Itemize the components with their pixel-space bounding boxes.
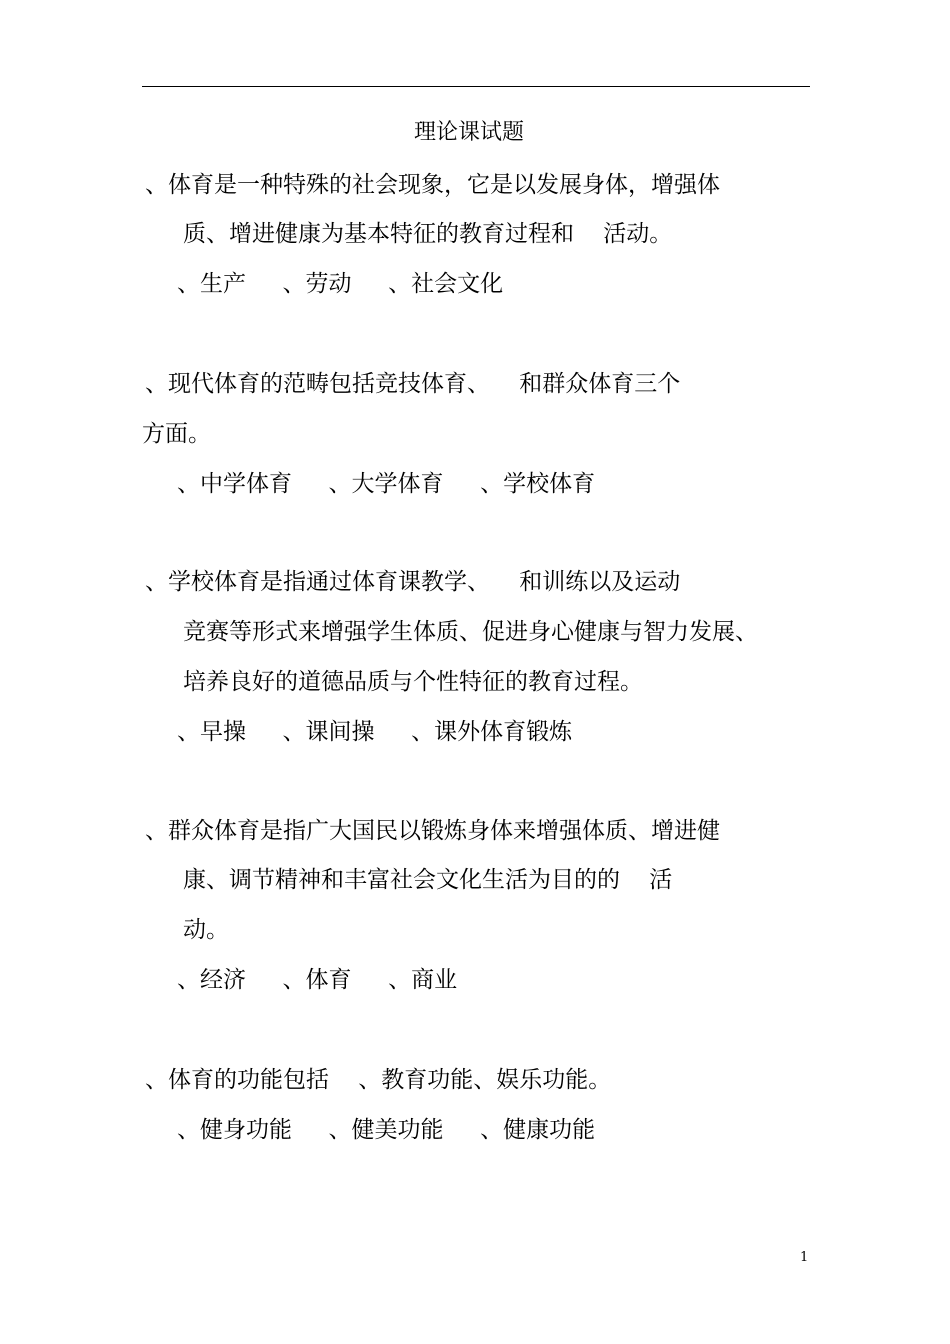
question-4-line-2: 康、调节精神和丰富社会文化生活为目的的 活 bbox=[183, 867, 673, 893]
header-rule bbox=[142, 86, 810, 87]
question-2-line-2: 方面。 bbox=[142, 421, 211, 447]
question-1-options: 、生产 、劳动 、社会文化 bbox=[177, 271, 504, 297]
page-number: 1 bbox=[800, 1250, 809, 1265]
question-2-line-1: 、现代体育的范畴包括竞技体育、 和群众体育三个 bbox=[145, 371, 681, 397]
question-2-options: 、中学体育 、大学体育 、学校体育 bbox=[177, 471, 596, 497]
question-3-line-1: 、学校体育是指通过体育课教学、 和训练以及运动 bbox=[145, 569, 681, 595]
question-1-line-2: 质、增进健康为基本特征的教育过程和 活动。 bbox=[183, 221, 673, 247]
question-3-line-3: 培养良好的道德品质与个性特征的教育过程。 bbox=[183, 669, 643, 695]
question-5-line-1: 、体育的功能包括 、教育功能、娱乐功能。 bbox=[145, 1067, 612, 1093]
question-4-line-1: 、群众体育是指广大国民以锻炼身体来增强体质、增进健 bbox=[145, 818, 720, 844]
question-4-options: 、经济 、体育 、商业 bbox=[177, 967, 458, 993]
question-5-options: 、健身功能 、健美功能 、健康功能 bbox=[177, 1117, 596, 1143]
question-3-options: 、早操 、课间操 、课外体育锻炼 bbox=[177, 719, 573, 745]
question-3-line-2: 竞赛等形式来增强学生体质、促进身心健康与智力发展、 bbox=[183, 619, 758, 645]
document-title: 理论课试题 bbox=[414, 120, 525, 145]
question-4-line-3: 动。 bbox=[183, 917, 229, 943]
question-1-line-1: 、体育是一种特殊的社会现象，它是以发展身体，增强体 bbox=[145, 172, 720, 198]
